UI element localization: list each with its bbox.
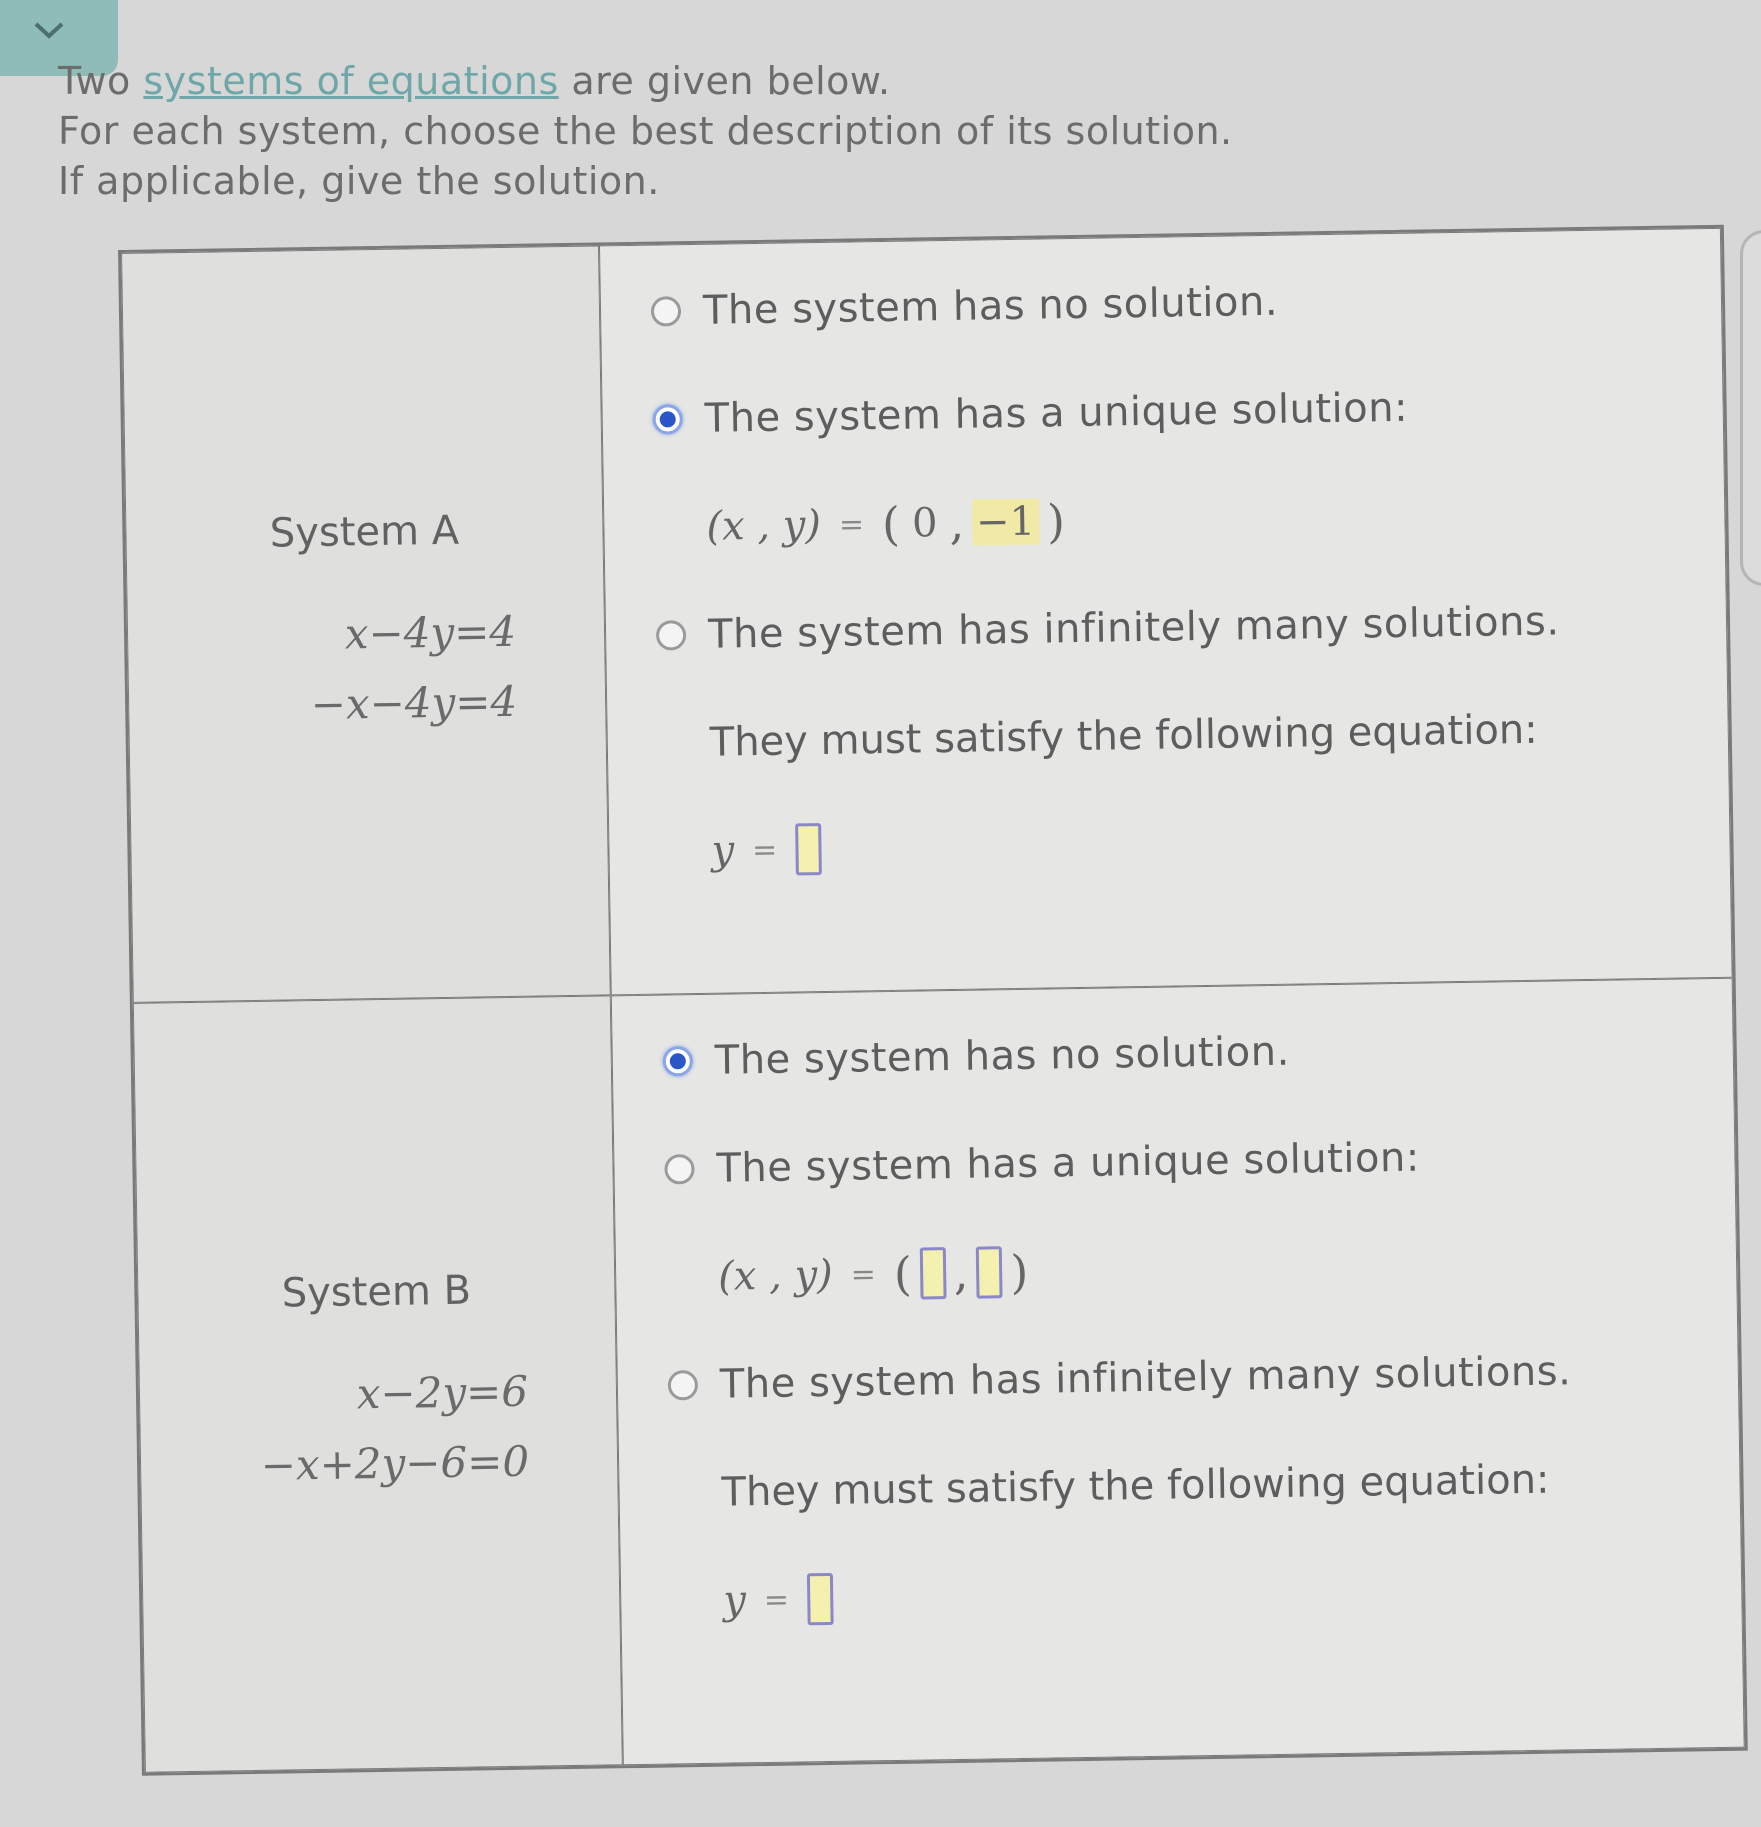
system-b-equation-2: −x+2y−6=0	[260, 1436, 530, 1490]
system-a-cell	[121, 245, 611, 1002]
system-a-equation-2: −x−4y=4	[310, 676, 518, 730]
system-a-option-infinite[interactable]: The system has infinitely many solutions.	[656, 589, 1727, 666]
system-a-y-equation-input[interactable]	[795, 823, 822, 875]
xy-label: (x , y)	[706, 501, 822, 550]
system-a-unique-answer: (x , y) = ( 0 , −1 )	[706, 494, 1066, 552]
system-a-option-unique[interactable]: The system has a unique solution:	[652, 373, 1723, 450]
instructions-line-1: Two systems of equations are given below.	[58, 59, 891, 103]
system-b-cell	[133, 995, 623, 1772]
radio-button-selected[interactable]	[663, 1046, 693, 1076]
system-b-title: System B	[281, 1267, 472, 1317]
system-a-options	[599, 228, 1733, 996]
instructions-line-3: If applicable, give the solution.	[58, 159, 660, 203]
systems-of-equations-link[interactable]: systems of equations	[143, 59, 559, 103]
radio-button[interactable]	[664, 1154, 694, 1184]
systems-table	[118, 225, 1748, 1776]
system-b-infinite-answer: y =	[723, 1555, 1742, 1631]
radio-button-selected[interactable]	[652, 404, 682, 434]
system-b-infinite-instruction: They must satisfy the following equation:	[721, 1456, 1550, 1516]
system-a-option-no-solution[interactable]: The system has no solution.	[651, 265, 1722, 342]
system-b-options	[611, 978, 1745, 1766]
instructions-line-2: For each system, choose the best description of its solution.	[58, 109, 1233, 153]
system-a-equation-1: x−4y=4	[344, 606, 517, 659]
radio-button[interactable]	[656, 620, 686, 650]
side-panel-tab[interactable]	[1740, 230, 1761, 586]
system-b-x-input[interactable]	[919, 1247, 946, 1299]
system-a-title: System A	[269, 507, 460, 557]
system-a-y-input[interactable]: −1	[972, 499, 1040, 546]
system-a-infinite-instruction: They must satisfy the following equation:	[709, 706, 1539, 766]
system-b-y-equation-input[interactable]	[807, 1573, 834, 1625]
system-b-equation-1: x−2y=6	[356, 1366, 529, 1419]
system-b-option-infinite[interactable]: The system has infinitely many solutions.	[667, 1339, 1738, 1416]
chevron-down-icon	[32, 18, 66, 42]
system-b-option-no-solution[interactable]: The system has no solution.	[662, 1015, 1733, 1092]
system-b-unique-answer: (x , y) = ( , )	[717, 1244, 1029, 1301]
radio-button[interactable]	[651, 296, 681, 326]
system-a-infinite-answer: y =	[711, 805, 1730, 881]
radio-button[interactable]	[668, 1370, 698, 1400]
system-b-y-input[interactable]	[976, 1246, 1003, 1298]
system-b-option-unique[interactable]: The system has a unique solution:	[664, 1123, 1735, 1200]
system-a-x-input[interactable]: 0	[911, 500, 938, 547]
instructions	[58, 56, 1233, 206]
